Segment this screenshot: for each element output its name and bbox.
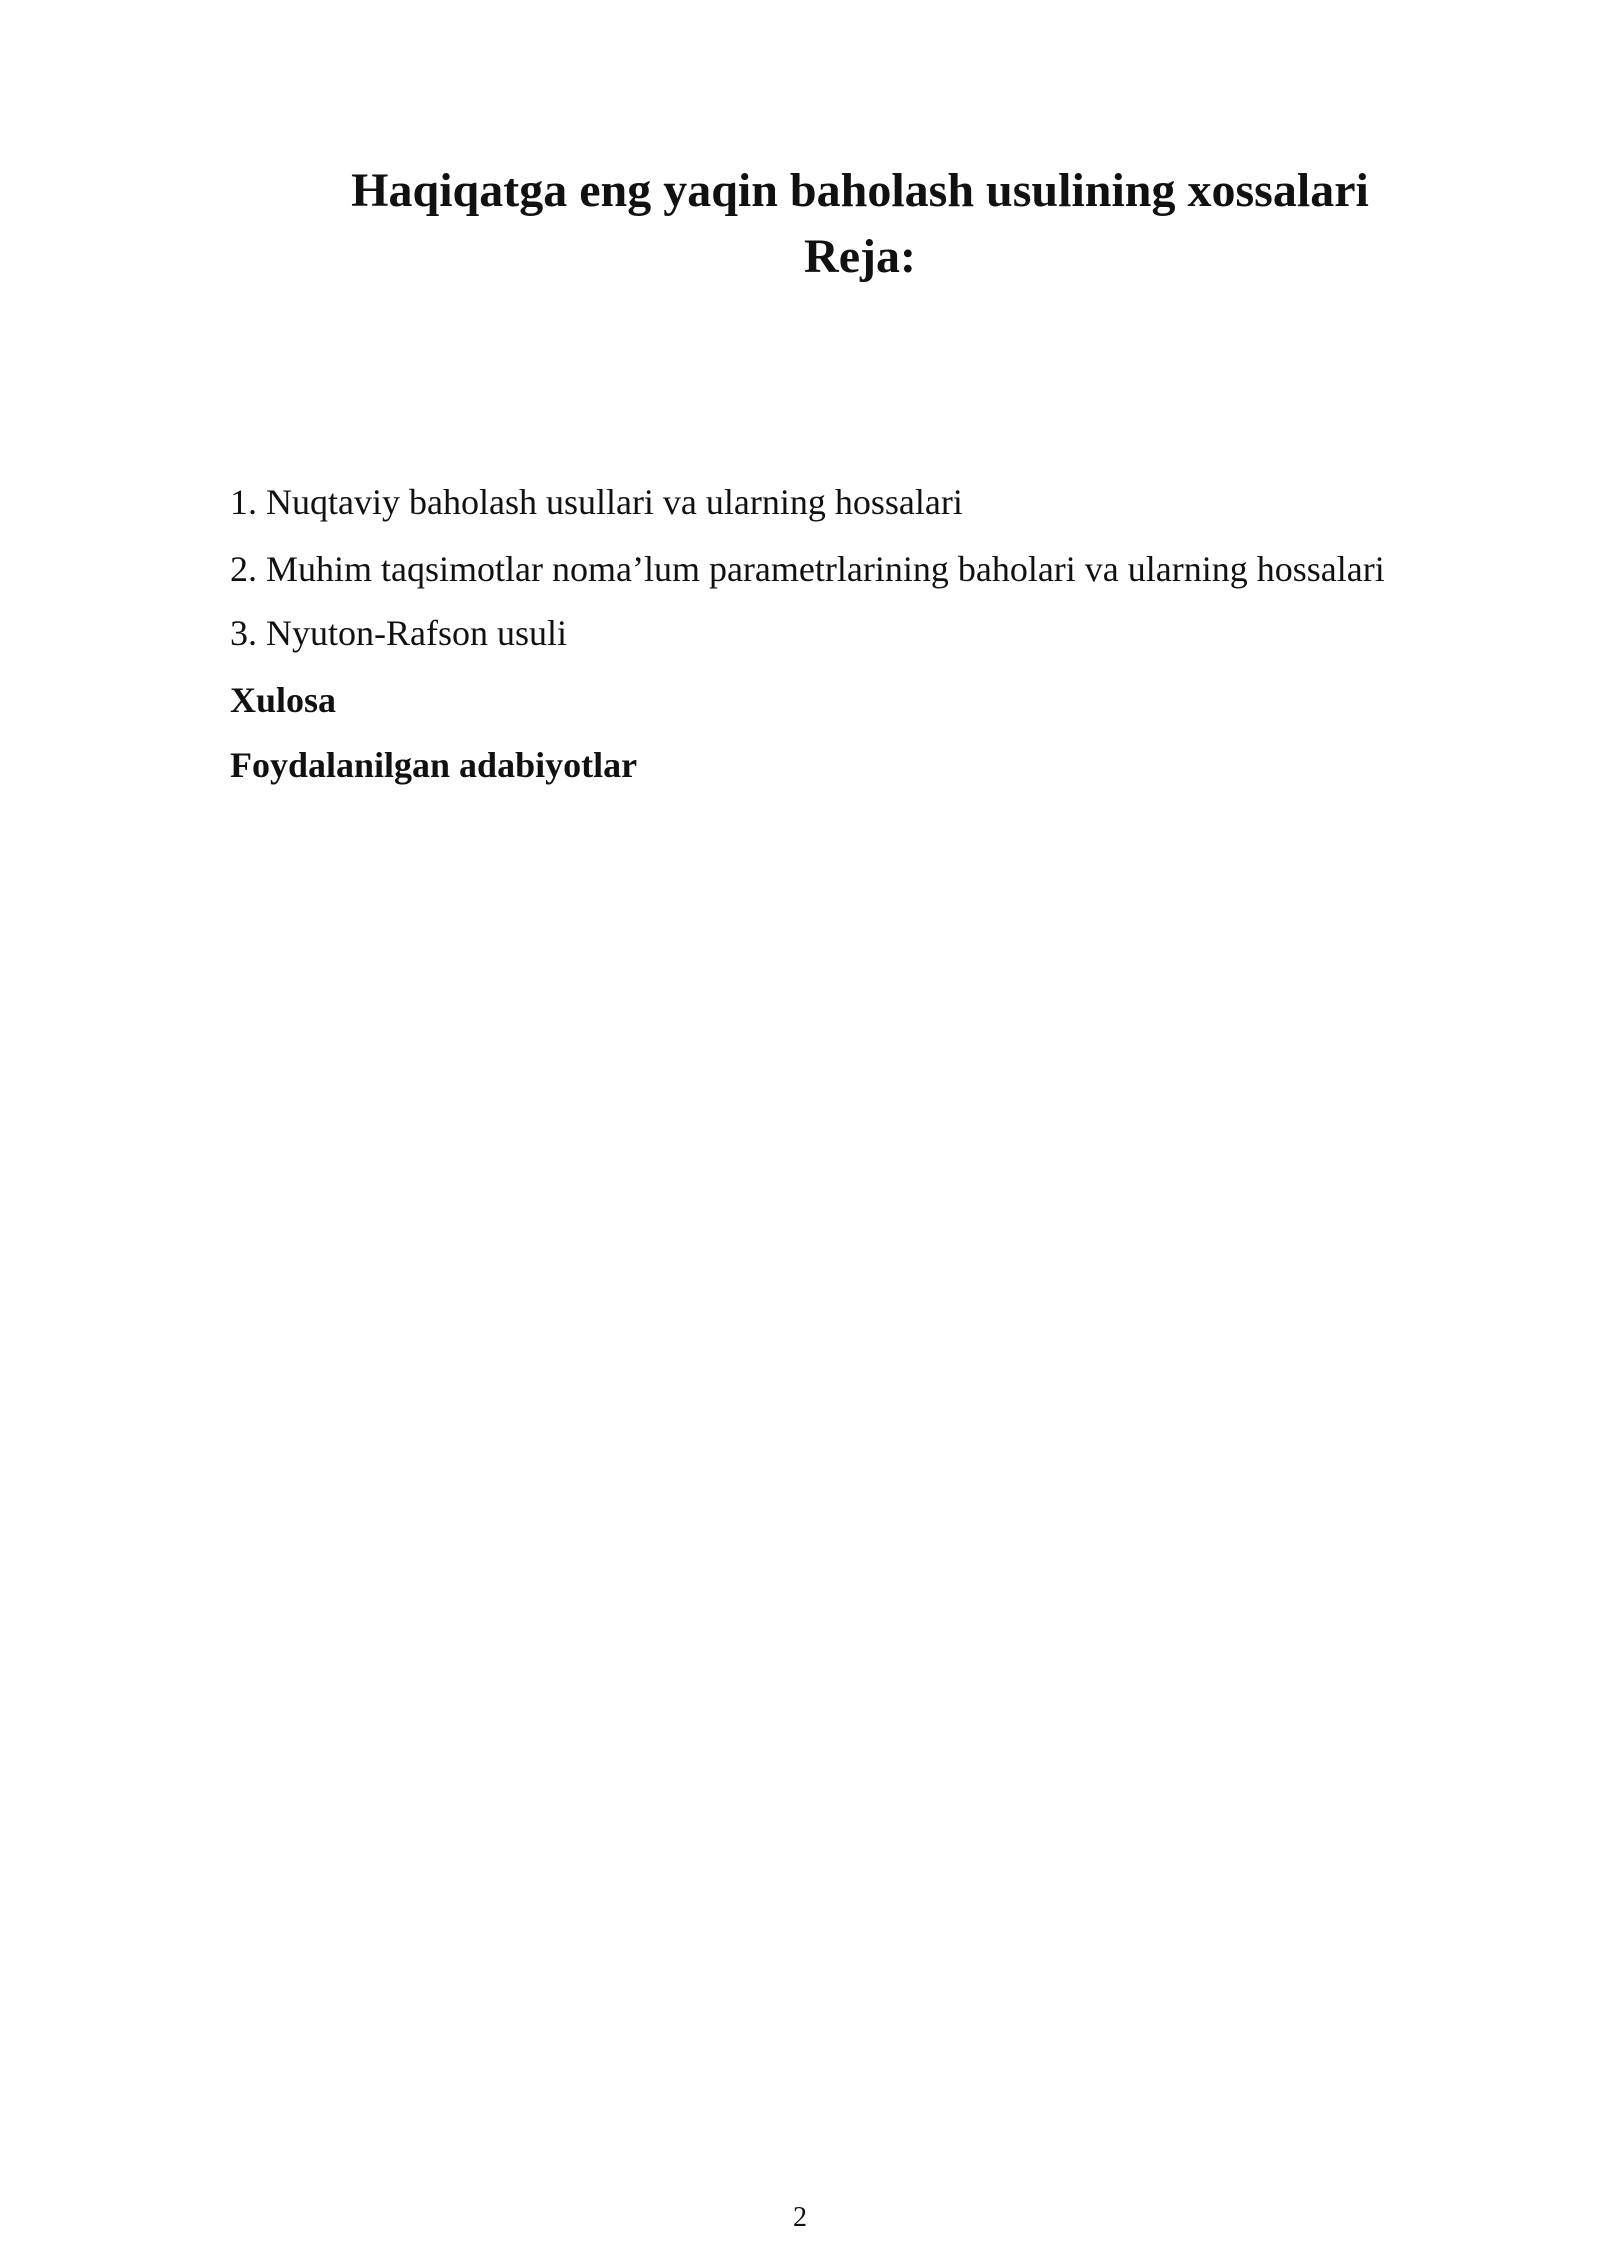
plan-item: 3. Nyuton-Rafson usuli xyxy=(230,613,567,653)
plan-item: 2. Muhim taqsimotlar noma’lum parametrlarining baholari va ularning hossalari xyxy=(230,549,1385,589)
page-number: 2 xyxy=(793,2202,807,2233)
plan-heading: Reja: xyxy=(804,230,916,283)
references-heading: Foydalanilgan adabiyotlar xyxy=(230,745,638,785)
title-block xyxy=(230,158,1490,290)
document-title: Haqiqatga eng yaqin baholash usulining xossalari xyxy=(351,164,1369,217)
conclusion-heading: Xulosa xyxy=(230,680,337,720)
plan-item: 1. Nuqtaviy baholash usullari va ularning hossalari xyxy=(230,482,963,522)
